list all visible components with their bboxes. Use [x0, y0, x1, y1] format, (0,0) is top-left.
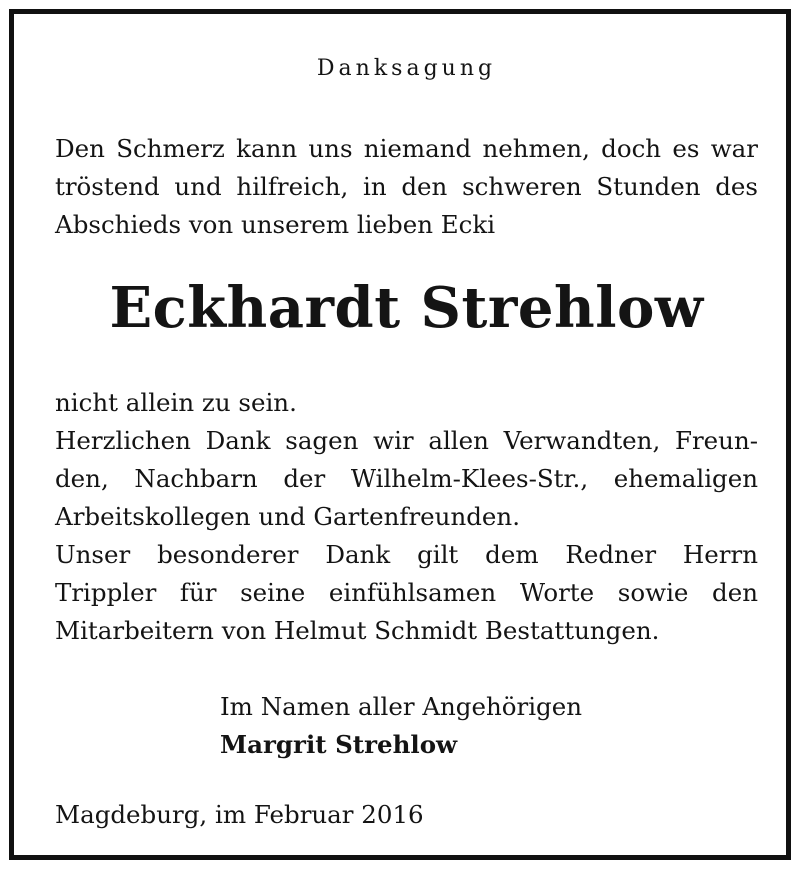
intro-line: tröstend und hilfreich, in den schweren Stunden des	[55, 172, 758, 201]
notice-content	[55, 54, 758, 834]
intro-line: Abschieds von unserem lieben Ecki	[55, 210, 496, 239]
signer-name: Margrit Strehlow	[220, 730, 458, 759]
intro-line: Den Schmerz kann uns niemand nehmen, doch es war	[55, 134, 758, 163]
body-line: nicht allein zu sein.	[55, 388, 297, 417]
signature-block	[220, 688, 758, 764]
notice-frame	[9, 9, 791, 860]
body-line: Unser besonderer Dank gilt dem Redner Herrn	[55, 540, 758, 569]
body-line: Arbeitskollegen und Gartenfreunden.	[55, 502, 520, 531]
deceased-name: Eckhardt Strehlow	[109, 275, 704, 341]
body-line: Herzlichen Dank sagen wir allen Verwandten, Freun-	[55, 426, 758, 455]
intro-paragraph	[55, 130, 758, 244]
notice-heading: Danksagung	[316, 56, 497, 81]
body-line: den, Nachbarn der Wilhelm-Klees-Str., ehemaligen	[55, 464, 758, 493]
place-date: Magdeburg, im Februar 2016	[55, 800, 424, 829]
body-paragraph	[55, 384, 758, 650]
body-line: Trippler für seine einfühlsamen Worte sowie den	[55, 578, 758, 607]
body-line: Mitarbeitern von Helmut Schmidt Bestattungen.	[55, 616, 660, 645]
regards-line: Im Namen aller Angehörigen	[220, 692, 583, 721]
